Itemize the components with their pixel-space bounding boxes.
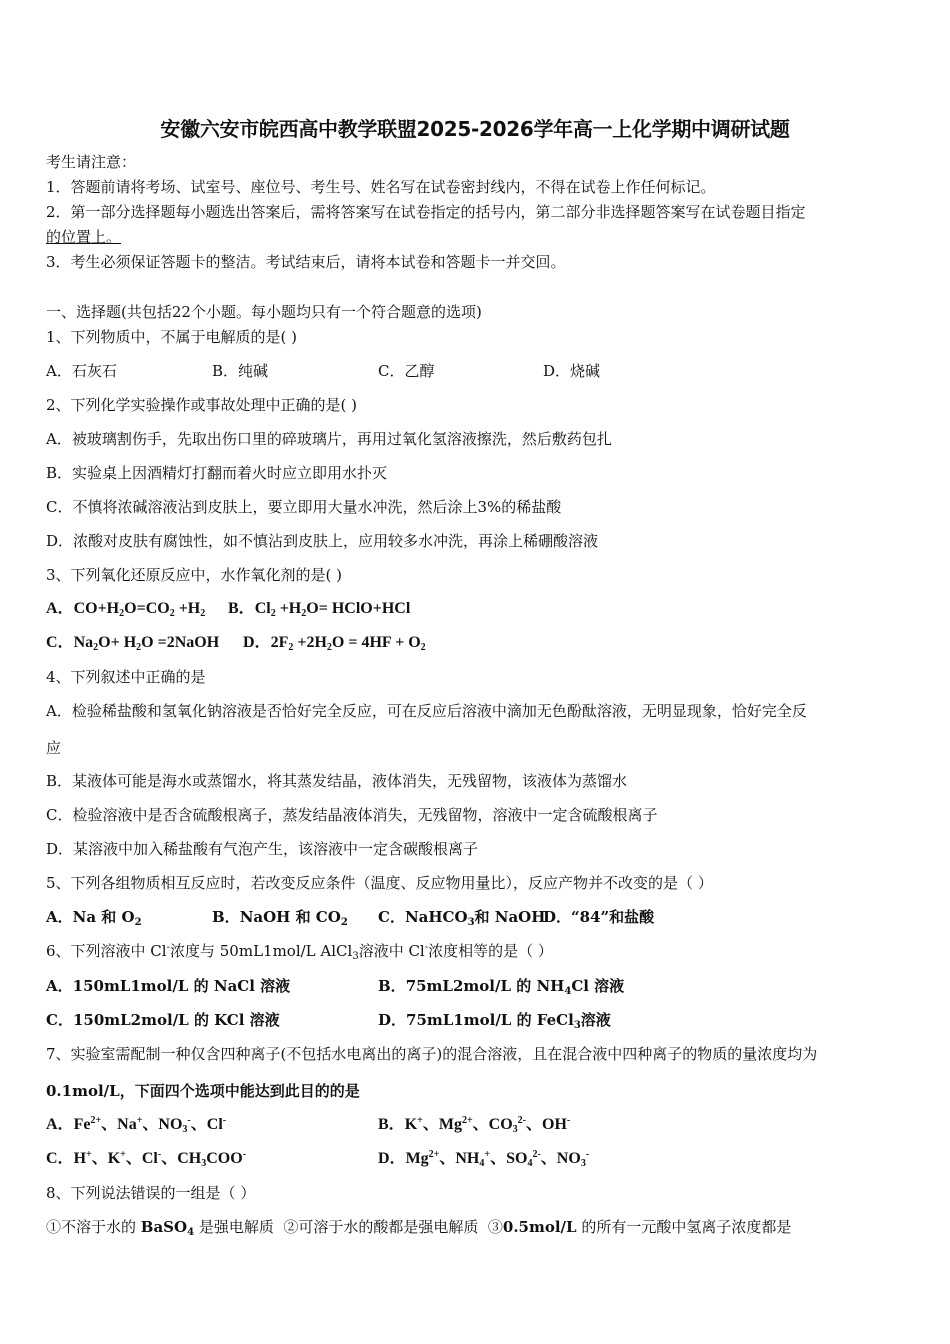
question-2-option-a: A．被玻璃割伤手，先取出伤口里的碎玻璃片，再用过氧化氢溶液擦洗，然后敷药包扎 [46, 430, 612, 448]
question-4-option-b: B．某液体可能是海水或蒸馏水，将其蒸发结晶，液体消失，无残留物，该液体为蒸馏水 [46, 772, 628, 790]
question-7-stem-cont: 0.1mol/L，下面四个选项中能达到此目的的是 [46, 1082, 360, 1100]
question-3-option-b: B．$Cl_2 +H_2O=$ HClO+HCl [228, 600, 411, 619]
question-4-option-c: C．检验溶液中是否含硫酸根离子，蒸发结晶液体消失，无残留物，溶液中一定含硫酸根离子 [46, 806, 658, 824]
question-5-stem: 5、下列各组物质相互反应时，若改变反应条件（温度、反应物用量比），反应产物并不改变的是（ ） [46, 874, 713, 892]
question-3-option-d: D．$2F_2 +2H_2O = 4HF + O_2$ [243, 634, 426, 653]
question-6-stem: 6、下列溶液中 Cl-浓度与 50mL1mol/L AlCl$_3$溶液中 Cl-浓度相等的是（ ） [46, 942, 553, 962]
question-3-stem: 3、下列氧化还原反应中，水作氧化剂的是( ) [46, 566, 343, 584]
question-5-option-c: C．NaHCO$_3$和 NaOH [378, 908, 546, 928]
question-8-statements: ①不溶于水的 BaSO$_4$ 是强电解质 ②可溶于水的酸都是强电解质 ③0.5mol/L 的所有一元酸中氢离子浓度都是 [46, 1218, 792, 1238]
question-6-option-a: A．150mL1mol/L 的 NaCl 溶液 [46, 977, 291, 995]
document-title: 安徽六安市皖西高中教学联盟2025-2026学年高一上化学期中调研试题 [160, 117, 790, 141]
question-1-option-d: D．烧碱 [543, 362, 601, 380]
question-6-option-b: B．75mL2mol/L 的 $NH_4Cl$ 溶液 [378, 977, 625, 997]
notice-heading: 考生请注意： [46, 153, 137, 171]
question-2-stem: 2、下列化学实验操作或事故处理中正确的是( ) [46, 396, 358, 414]
question-4-stem: 4、下列叙述中正确的是 [46, 668, 206, 686]
question-1-option-a: A．石灰石 [46, 362, 117, 380]
question-7-stem: 7、实验室需配制一种仅含四种离子(不包括水电离出的离子)的混合溶液，且在混合液中四种离子的物质的量浓度均为 [46, 1045, 818, 1063]
question-4-option-a-cont: 应 [46, 739, 62, 757]
section-heading: 一、选择题(共包括22个小题。每小题均只有一个符合题意的选项) [46, 303, 482, 321]
question-7-option-b: B．K+、$Mg^{2+}$、$CO_3^{2-}$、OH- [378, 1115, 571, 1135]
notice-item-2: 2．第一部分选择题每小题选出答案后，需将答案写在试卷指定的括号内，第二部分非选择题答案写在试卷题目指定 [46, 203, 806, 221]
question-2-option-b: B．实验桌上因酒精灯打翻而着火时应立即用水扑灭 [46, 464, 388, 482]
question-4-option-a: A．检验稀盐酸和氢氧化钠溶液是否恰好完全反应，可在反应后溶液中滴加无色酚酞溶液，无明显现象，恰好完全反 [46, 702, 807, 720]
question-7-option-c: C．H+、K+、Cl-、$CH_3COO^-$ [46, 1149, 247, 1169]
question-1-option-b: B．纯碱 [212, 362, 269, 380]
question-6-option-c: C．150mL2mol/L 的 KCl 溶液 [46, 1011, 280, 1029]
question-7-option-d: D．$Mg^{2+}$、$NH_4^+$、$SO_4^{2-}$、$NO_3^-$ [378, 1149, 590, 1169]
notice-item-2-cont: 的位置上。 [46, 228, 122, 246]
question-3-option-a: A．$CO+H_2O=CO_2 +H_2$ [46, 600, 206, 619]
question-1-option-c: C．乙醇 [378, 362, 435, 380]
question-6-option-d: D．75mL1mol/L 的 FeCl$_3$溶液 [378, 1011, 611, 1031]
question-2-option-d: D．浓酸对皮肤有腐蚀性，如不慎沾到皮肤上，应用较多水冲洗，再涂上稀硼酸溶液 [46, 532, 599, 550]
question-8-stem: 8、下列说法错误的一组是（ ） [46, 1184, 256, 1202]
notice-item-3: 3．考生必须保证答题卡的整洁。考试结束后，请将本试卷和答题卡一并交回。 [46, 253, 566, 271]
question-5-option-a: A．Na 和 $O_2$ [46, 908, 142, 928]
question-4-option-d: D．某溶液中加入稀盐酸有气泡产生，该溶液中一定含碳酸根离子 [46, 840, 479, 858]
question-3-option-c: C．$Na_2O+ H_2O$ =2NaOH [46, 634, 220, 653]
question-2-option-c: C．不慎将浓碱溶液沾到皮肤上，要立即用大量水冲洗，然后涂上3%的稀盐酸 [46, 498, 562, 516]
question-1-stem: 1、下列物质中，不属于电解质的是( ) [46, 328, 298, 346]
question-5-option-d: D．“84”和盐酸 [543, 908, 655, 926]
question-5-option-b: B．NaOH 和 $CO_2$ [212, 908, 348, 928]
question-7-option-a: A．$Fe^{2+}$、Na+、$NO_3^-$、Cl- [46, 1115, 227, 1135]
notice-item-1: 1．答题前请将考场、试室号、座位号、考生号、姓名写在试卷密封线内，不得在试卷上作任何标记。 [46, 178, 716, 196]
